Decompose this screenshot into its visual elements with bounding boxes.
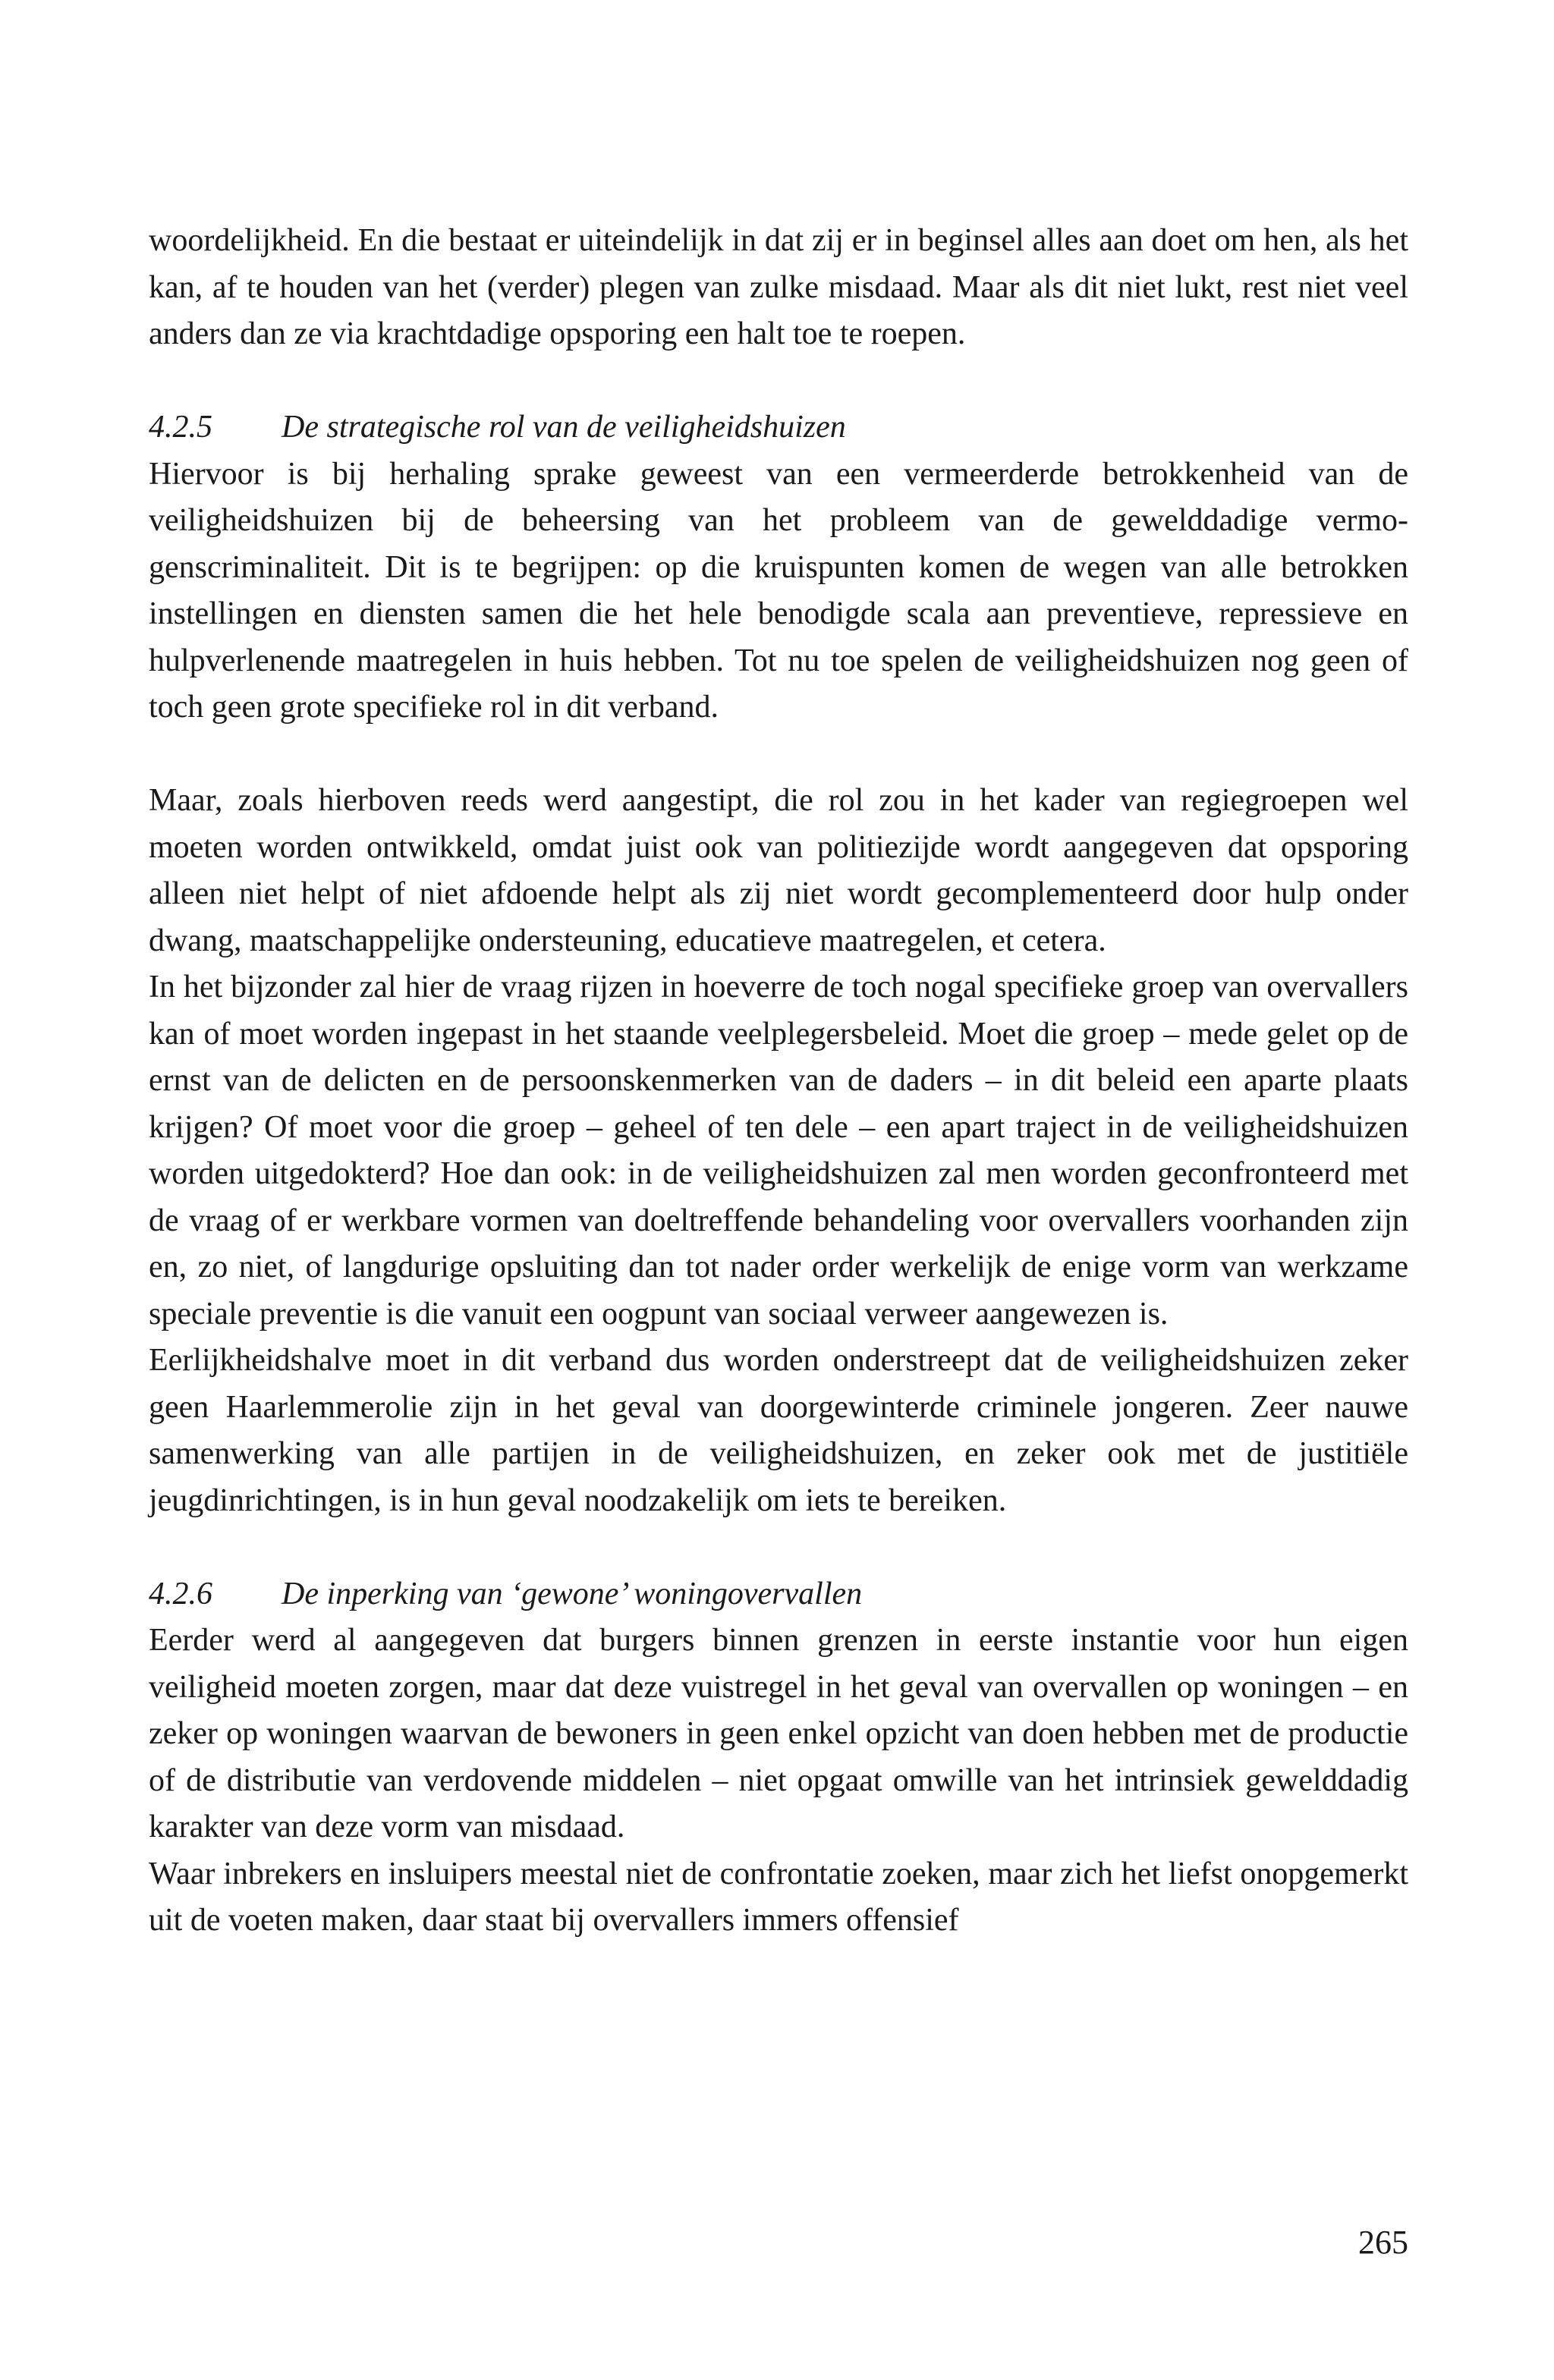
paragraph: Waar inbrekers en insluipers meestal niet de confrontatie zoeken, maar zich het liefst onopgemerkt uit de voeten maken, daar staat bij overvallers immers offensief	[149, 1856, 1408, 1938]
section-title: De inperking van ‘gewone’ woningovervallen	[282, 1576, 863, 1611]
paragraph-gap	[149, 1524, 1408, 1571]
section-number: 4.2.6	[149, 1576, 212, 1611]
section-number: 4.2.5	[149, 410, 212, 445]
paragraph: Hiervoor is bij herhaling sprake geweest van een vermeerderde betrokkenheid van de veiligheidshuizen bij de beheersing van het probleem van de gewelddadige vermogenscriminaliteit. Dit is te begrijpen: op die kruispunten komen de wegen van alle betrokken instellingen en diensten samen die het hele benodigde scala aan preventieve, repressieve en hulpverlenende maatregelen in huis hebben. Tot nu toe spelen de veiligheidshuizen nog geen of toch geen grote specifieke rol in dit verband.	[149, 456, 1408, 725]
paragraph: Eerder werd al aangegeven dat burgers binnen grenzen in eerste instantie voor hun eigen veiligheid moeten zorgen, maar dat deze vuistregel in het geval van overvallen op woningen – en zeker op woningen waarvan de bewoners in geen enkel opzicht van doen hebben met de productie of de distributie van verdovende middelen – niet opgaat omwille van het intrinsiek gewelddadig karakter van deze vorm van misdaad.	[149, 1623, 1408, 1844]
paragraph: Eerlijkheidshalve moet in dit verband dus worden onderstreept dat de veiligheidshuizen zeker geen Haarlemmerolie zijn in het geval van doorgewinterde criminele jongeren. Zeer nauwe samenwerking van alle partijen in de veiligheidshuizen, en zeker ook met de justitiële jeugdinrichtingen, is in hun geval noodzakelijk om iets te bereiken.	[149, 1343, 1408, 1518]
paragraph: Maar, zoals hierboven reeds werd aangestipt, die rol zou in het kader van regiegroepen wel moeten worden ontwikkeld, omdat juist ook van politiezijde wordt aangegeven dat opsporing alleen niet helpt of niet afdoende helpt als zij niet wordt gecomplementeerd door hulp onder dwang, maatschappelijke ondersteuning, educatieve maatregelen, et cetera.	[149, 783, 1408, 958]
paragraph: In het bijzonder zal hier de vraag rijzen in hoeverre de toch nogal specifieke groep van overvallers kan of moet worden ingepast in het staande veelplegersbeleid. Moet die groep – mede gelet op de ernst van de delicten en de persoonskenmerken van de daders – in dit beleid een aparte plaats krijgen? Of moet voor die groep – geheel of ten dele – een apart traject in de veiligheidshuizen worden uitgedokterd? Hoe dan ook: in de veiligheidshuizen zal men worden geconfronteerd met de vraag of er werkbare vormen van doeltreffende behandeling voor overvallers voorhanden zijn en, zo niet, of langdurige opsluiting dan tot nader order werkelijk de enige vorm van werkzame speciale preventie is die vanuit een oogpunt van sociaal verweer aangewezen is.	[149, 970, 1408, 1331]
page-number: 265	[1358, 2224, 1408, 2261]
section-title: De strategische rol van de veiligheidshuizen	[282, 410, 846, 445]
section-heading-4-2-5	[149, 404, 1408, 451]
paragraph-gap	[149, 731, 1408, 778]
paragraph-continuation: woordelijkheid. En die bestaat er uiteindelijk in dat zij er in beginsel alles aan doet om hen, als het kan, af te houden van het (verder) plegen van zulke misdaad. Maar als dit niet lukt, rest niet veel anders dan ze via krachtdadige opsporing een halt toe te roepen.	[149, 223, 1408, 351]
page-body	[149, 218, 1408, 1945]
paragraph-gap	[149, 358, 1408, 405]
section-heading-4-2-6	[149, 1571, 1408, 1618]
